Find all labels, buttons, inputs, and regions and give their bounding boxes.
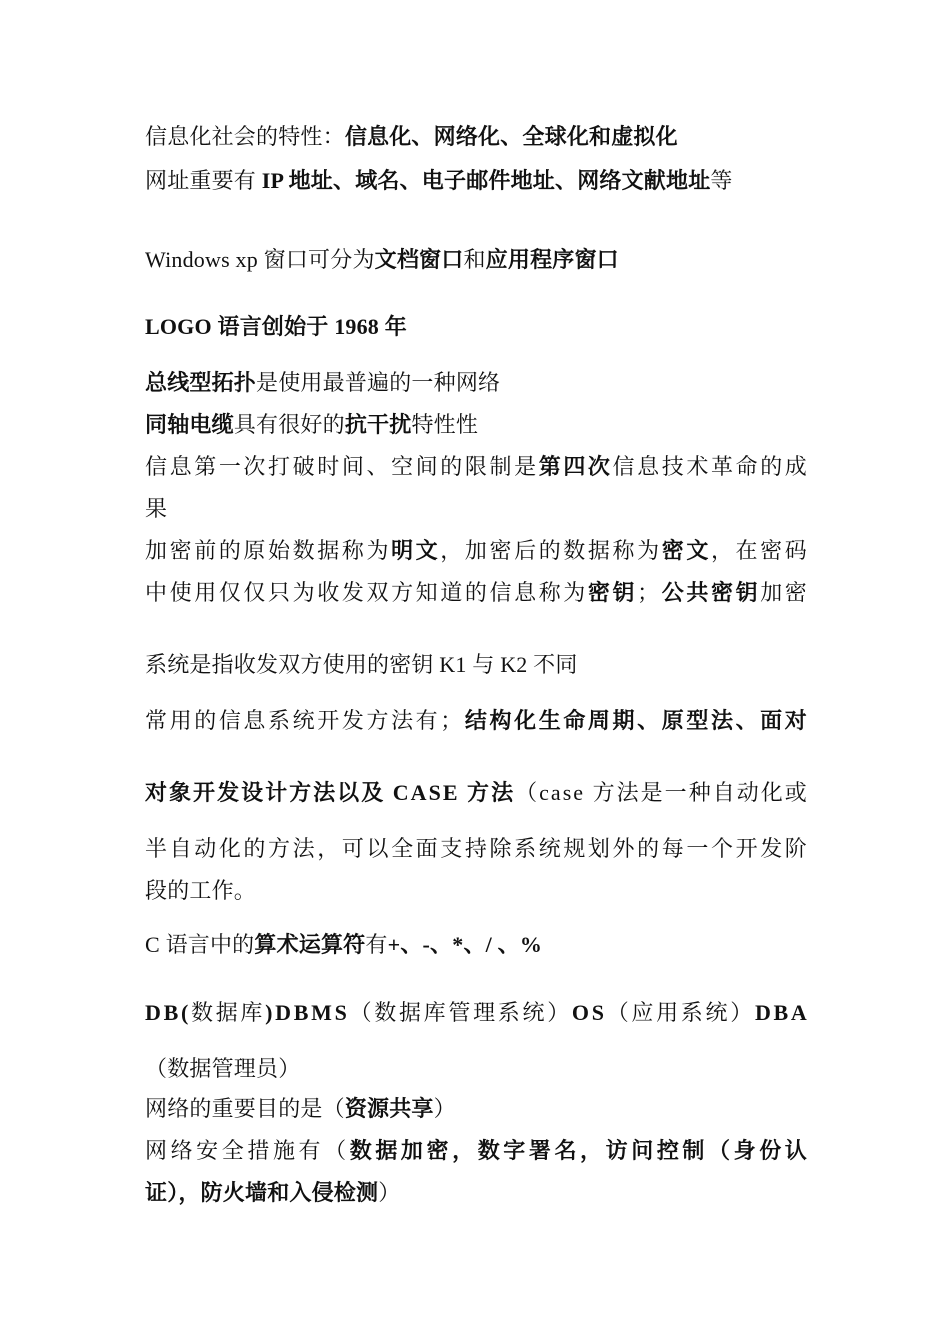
bold-text-segment: 证），防火墙和入侵检测 [145, 1180, 379, 1205]
text-segment: Windows xp 窗口可分为 [145, 247, 375, 272]
text-segment: 半自动化的方法，可以全面支持除系统规划外的每一个开发阶 [145, 836, 810, 861]
bold-text-segment: 资源共享 [344, 1096, 434, 1121]
bold-text-segment: 第四次 [538, 454, 613, 479]
bold-text-segment: +、-、*、/ 、% [387, 932, 543, 957]
text-line [145, 1054, 300, 1084]
bold-text-segment: 抗干扰 [344, 412, 412, 437]
text-line [145, 368, 500, 398]
text-line [145, 122, 678, 152]
text-line [145, 578, 809, 608]
text-line [145, 778, 809, 808]
text-segment: 信息技术革命的成 [612, 454, 810, 479]
text-segment: 网络的重要目的是（ [145, 1096, 345, 1121]
text-segment: 和 [463, 247, 486, 272]
text-segment: 数据库 [191, 1000, 266, 1025]
text-segment: （数据管理员） [145, 1056, 301, 1081]
text-segment: ） [433, 1096, 456, 1121]
text-segment: 网址重要有 [145, 168, 262, 193]
text-segment: 等 [710, 168, 733, 193]
text-line [145, 494, 167, 524]
text-line [145, 536, 809, 566]
bold-text-segment: 公共密钥 [661, 580, 761, 605]
bold-text-segment: LOGO 语言创始于 1968 年 [145, 314, 407, 339]
bold-text-segment: )DBMS [265, 1000, 350, 1025]
text-line [145, 312, 407, 342]
bold-text-segment: 算术运算符 [254, 932, 366, 957]
text-segment: 网络安全措施有（ [145, 1138, 350, 1163]
text-segment: 具有很好的 [233, 412, 345, 437]
text-segment: ） [378, 1180, 401, 1205]
bold-text-segment: 同轴电缆 [145, 412, 234, 437]
bold-text-segment: DB( [145, 1000, 192, 1025]
text-line [145, 706, 809, 736]
text-segment: 特性性 [411, 412, 479, 437]
text-segment: 有 [365, 932, 388, 957]
bold-text-segment: 密文 [661, 538, 711, 563]
text-line [145, 452, 809, 482]
bold-text-segment: 明文 [391, 538, 441, 563]
text-segment: （数据库管理系统） [349, 1000, 572, 1025]
text-segment: ； [637, 580, 662, 605]
text-line [145, 1136, 810, 1166]
text-line [145, 166, 733, 196]
text-line [145, 245, 619, 275]
text-segment: 加密 [760, 580, 810, 605]
text-line [145, 1094, 456, 1124]
bold-text-segment: DBA [754, 1000, 810, 1025]
text-segment: 加密前的原始数据称为 [145, 538, 392, 563]
text-segment: 果 [145, 496, 168, 521]
text-segment: 信息化社会的特性： [145, 124, 345, 149]
text-segment: （应用系统） [606, 1000, 755, 1025]
text-line [145, 998, 810, 1028]
text-line [145, 834, 809, 864]
text-segment: 信息第一次打破时间、空间的限制是 [145, 454, 539, 479]
text-line [145, 410, 478, 440]
text-line [145, 1178, 400, 1208]
bold-text-segment: 信息化、网络化、全球化和虚拟化 [344, 124, 678, 149]
text-line [145, 876, 256, 906]
bold-text-segment: 对象开发设计方法以及 CASE 方法 [145, 780, 516, 805]
bold-text-segment: 应用程序窗口 [485, 247, 619, 272]
text-segment: 系统是指收发双方使用的密钥 K1 与 K2 不同 [145, 652, 578, 677]
bold-text-segment: 数据加密，数字署名，访问控制（身份认 [349, 1138, 811, 1163]
text-segment: C 语言中的 [145, 932, 255, 957]
bold-text-segment: 结构化生命周期、原型法、面对 [464, 708, 810, 733]
text-segment: 是使用最普遍的一种网络 [256, 370, 501, 395]
text-segment: 常用的信息系统开发方法有； [145, 708, 465, 733]
bold-text-segment: OS [571, 1000, 607, 1025]
bold-text-segment: 总线型拓扑 [145, 370, 257, 395]
text-line [145, 930, 542, 960]
text-segment: （case 方法是一种自动化或 [515, 780, 809, 805]
text-segment: ，加密后的数据称为 [440, 538, 662, 563]
bold-text-segment: IP 地址、域名、电子邮件地址、网络文献地址 [261, 168, 711, 193]
text-segment: ，在密码 [710, 538, 810, 563]
bold-text-segment: 密钥 [587, 580, 638, 605]
text-line [145, 650, 578, 680]
text-segment: 中使用仅仅只为收发双方知道的信息称为 [145, 580, 588, 605]
text-segment: 段的工作。 [145, 878, 257, 903]
bold-text-segment: 文档窗口 [374, 247, 464, 272]
